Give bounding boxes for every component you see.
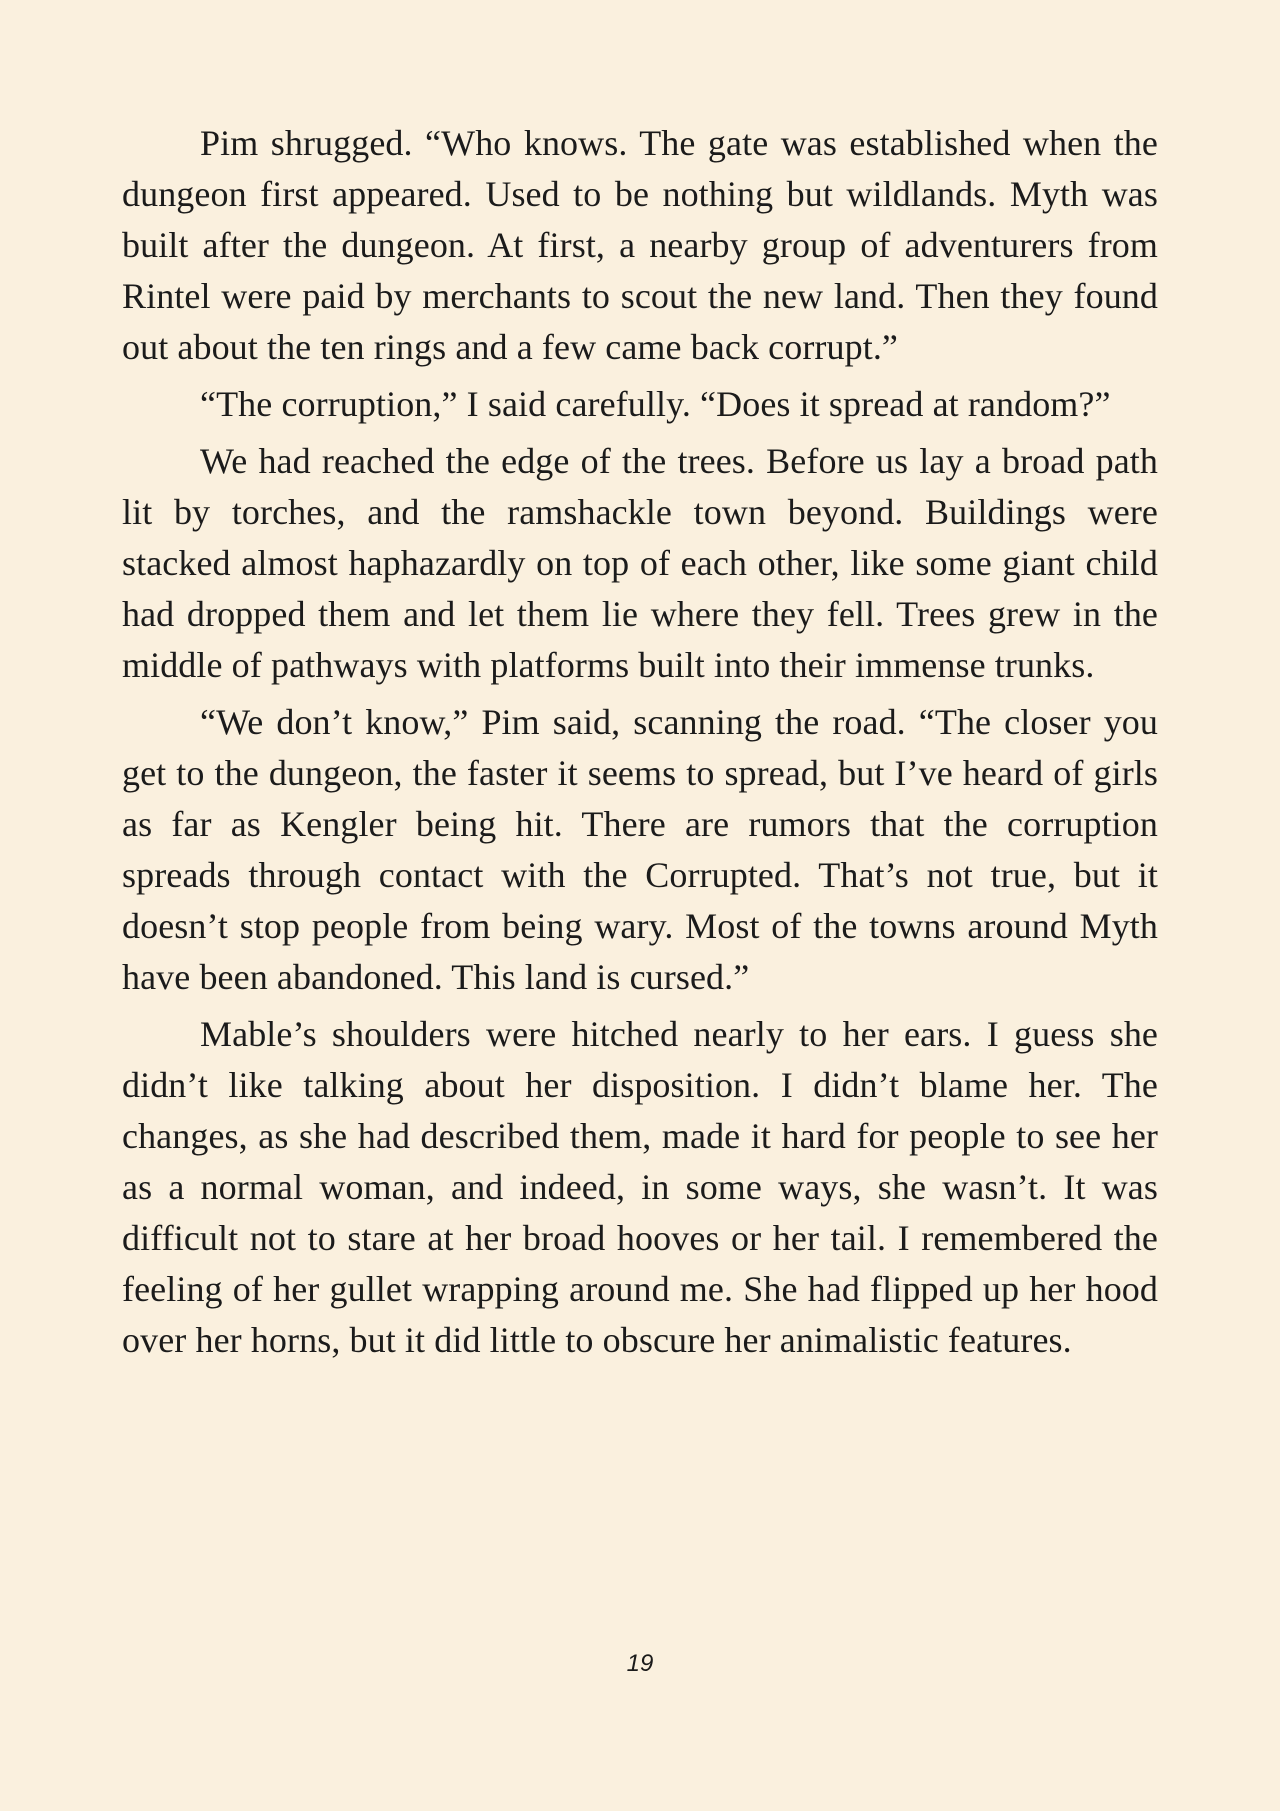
paragraph: “We don’t know,” Pim said, scanning the road. “The closer you get to the dungeon, the faster it seems to spread, but I’ve heard of girls as far as Kengler being hit. There are rumors that the corruption spreads through contact with the Corrupted. That’s not true, but it doesn’t stop people from being wary. Most of the towns around Myth have been abandoned. This land is cursed.”	[122, 702, 1158, 997]
paragraph: We had reached the edge of the trees. Before us lay a broad path lit by torches, and the ramshackle town beyond. Buildings were stacked almost haphazardly on top of each other, like some giant child had dropped them and let them lie where they fell. Trees grew in the middle of pathways with platforms built into their immense trunks.	[122, 441, 1158, 685]
paragraph: Mable’s shoulders were hitched nearly to her ears. I guess she didn’t like talking about her disposition. I didn’t blame her. The changes, as she had described them, made it hard for people to see her as a normal woman, and indeed, in some ways, she wasn’t. It was difficult not to stare at her broad hooves or her tail. I remembered the feeling of her gullet wrapping around me. She had flipped up her hood over her horns, but it did little to obscure her animalistic features.	[122, 1014, 1158, 1360]
paragraph: “The corruption,” I said carefully. “Does it spread at random?”	[200, 384, 1111, 424]
page-number: 19	[626, 1650, 654, 1677]
paragraph: Pim shrugged. “Who knows. The gate was established when the dungeon first appeared. Used to be nothing but wildlands. Myth was built after the dungeon. At first, a nearby group of adventurers from Rintel were paid by merchants to scout the new land. Then they found out about the ten rings and a few came back corrupt.”	[122, 123, 1158, 367]
page-body	[122, 118, 1158, 1372]
